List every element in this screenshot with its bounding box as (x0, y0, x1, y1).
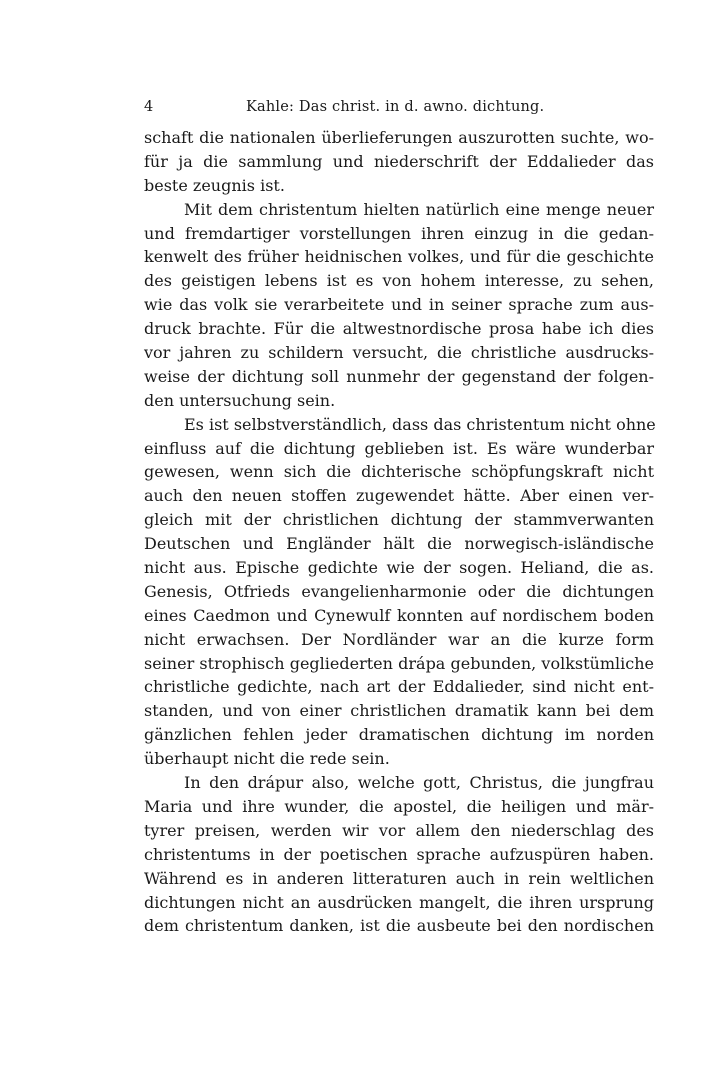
text-line: auch den neuen stoffen zugewendet hätte. Aber einen ver- (144, 486, 654, 506)
text-line: dichtungen nicht an ausdrücken mangelt, die ihren ursprung (144, 892, 654, 912)
text-line: seiner strophisch gegliederten drápa gebunden, volkstümliche (144, 653, 654, 673)
text-line: überhaupt nicht die rede sein. (144, 749, 390, 769)
text-line: wie das volk sie verarbeitete und in seiner sprache zum aus- (144, 295, 654, 315)
text-line: In den drápur also, welche gott, Christus, die jungfrau (184, 773, 654, 793)
text-line: nicht aus. Epische gedichte wie der sogen. Heliand, die as. (144, 558, 654, 578)
text-line: Während es in anderen litteraturen auch in rein weltlichen (144, 868, 654, 888)
text-line: Maria und ihre wunder, die apostel, die heiligen und mär- (144, 796, 654, 816)
text-line: gleich mit der christlichen dichtung der stammverwanten (144, 510, 654, 530)
text-line: standen, und von einer christlichen dramatik kann bei dem (144, 701, 654, 721)
text-line: Deutschen und Engländer hält die norwegisch-isländische (144, 534, 654, 554)
text-line: einfluss auf die dichtung geblieben ist. Es wäre wunderbar (144, 438, 654, 458)
text-line: weise der dichtung soll nunmehr der gegenstand der folgen- (144, 366, 654, 386)
text-line: christentums in der poetischen sprache aufzuspüren haben. (144, 844, 654, 864)
text-line: den untersuchung sein. (144, 390, 336, 410)
text-line: und fremdartiger vorstellungen ihren einzug in die gedan- (144, 223, 654, 243)
text-line: Es ist selbstverständlich, dass das christentum nicht ohne (184, 414, 656, 434)
running-head (144, 96, 654, 118)
text-line: kenwelt des früher heidnischen volkes, und für die geschichte (144, 247, 654, 267)
text-line: dem christentum danken, ist die ausbeute bei den nordischen (144, 916, 654, 936)
text-line: Mit dem christentum hielten natürlich eine menge neuer (184, 199, 654, 219)
text-line: gänzlichen fehlen jeder dramatischen dichtung im norden (144, 725, 654, 745)
text-line: beste zeugnis ist. (144, 175, 285, 195)
text-line: schaft die nationalen überlieferungen auszurotten suchte, wo- (144, 128, 654, 147)
text-line: des geistigen lebens ist es von hohem interesse, zu sehen, (144, 271, 654, 291)
page-number: 4 (144, 99, 154, 115)
text-line: nicht erwachsen. Der Nordländer war an die kurze form (144, 629, 654, 649)
text-line: für ja die sammlung und niederschrift der Eddalieder das (144, 151, 654, 171)
text-line: christliche gedichte, nach art der Eddalieder, sind nicht ent- (144, 677, 654, 697)
text-line: druck brachte. Für die altwestnordische prosa habe ich dies (144, 319, 654, 339)
body-text (144, 126, 654, 938)
text-line: eines Caedmon und Cynewulf konnten auf nordischem boden (144, 605, 654, 625)
text-line: vor jahren zu schildern versucht, die christliche ausdrucks- (144, 343, 654, 363)
running-title: Kahle: Das christ. in d. awno. dichtung. (246, 99, 545, 115)
text-line: gewesen, wenn sich die dichterische schöpfungskraft nicht (144, 462, 654, 482)
text-line: tyrer preisen, werden wir vor allem den niederschlag des (144, 820, 654, 840)
text-line: Genesis, Otfrieds evangelienharmonie oder die dichtungen (144, 581, 654, 601)
